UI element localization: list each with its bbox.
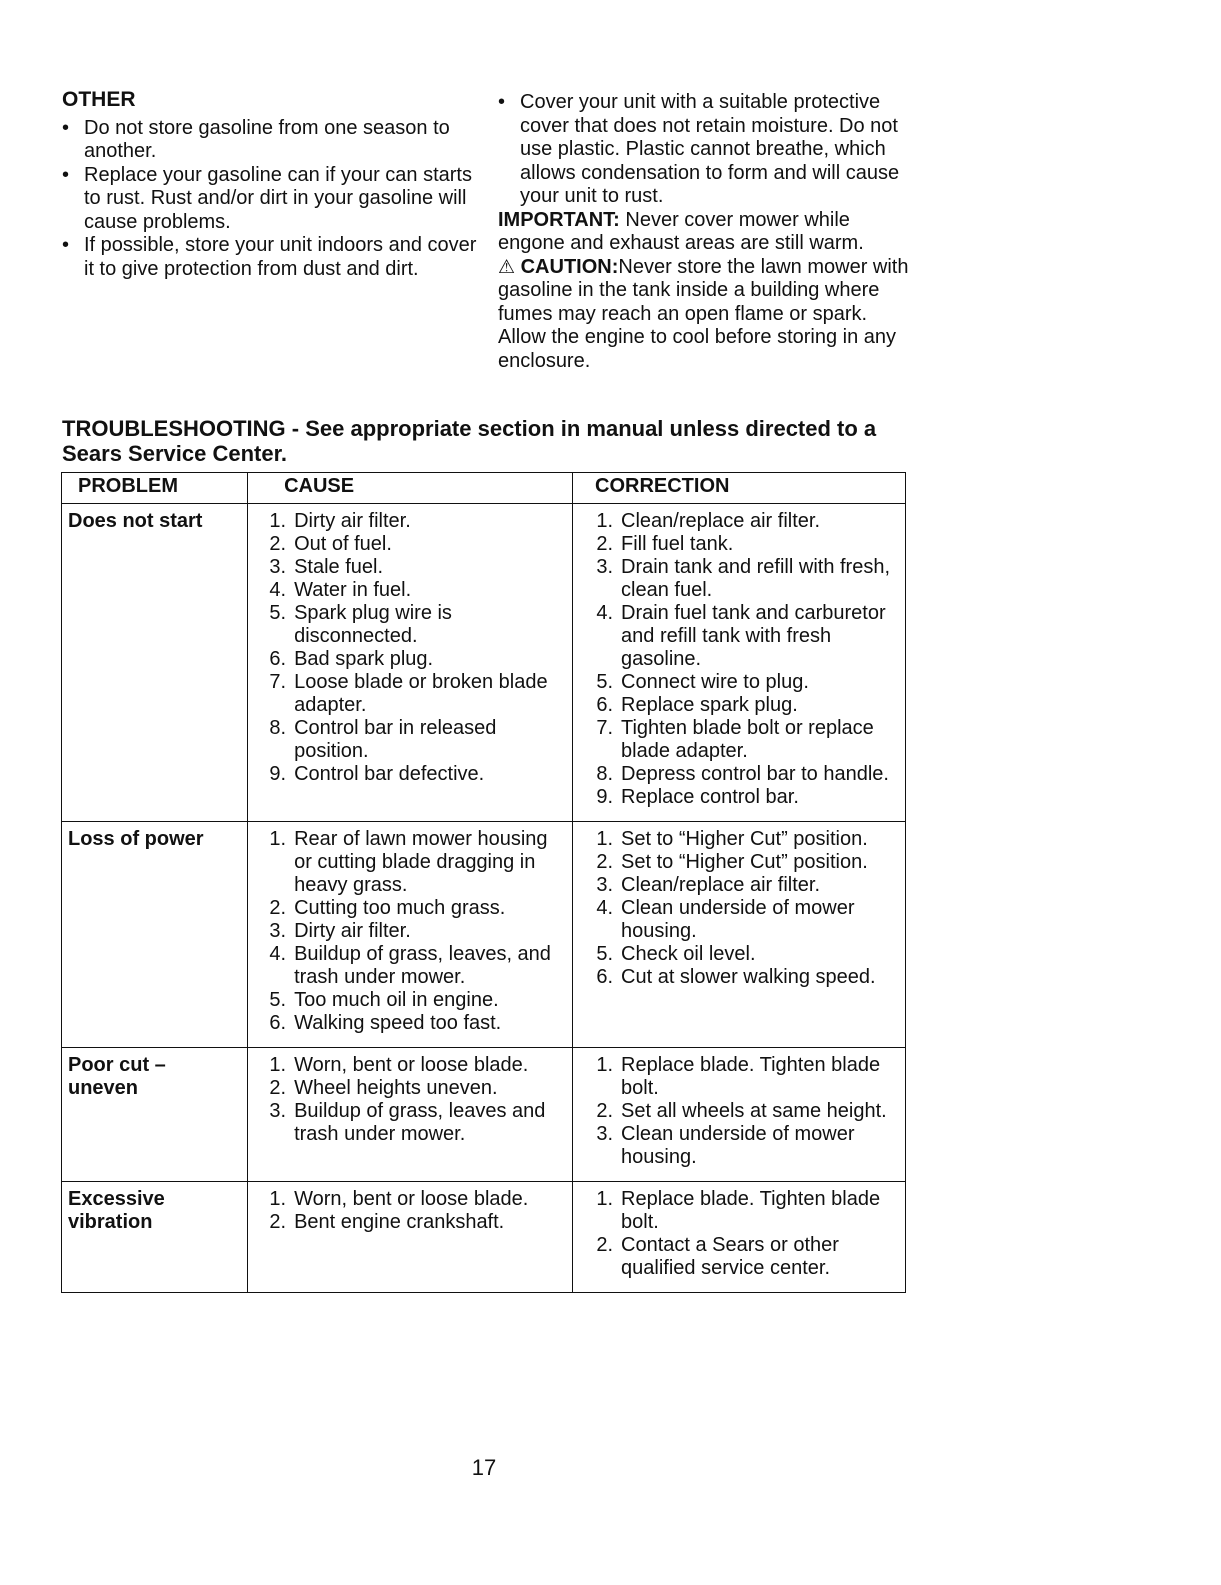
- correction-item: [587, 1100, 899, 1123]
- correction-item: [587, 510, 899, 533]
- item-text: Depress control bar to handle.: [621, 763, 889, 785]
- cause-item: [260, 920, 566, 943]
- item-text: Replace blade. Tighten blade bolt.: [621, 1188, 881, 1233]
- item-number: 1.: [269, 510, 287, 532]
- cause-item: [260, 1012, 566, 1035]
- other-bullet-text: Do not store gasoline from one season to another.: [84, 116, 450, 162]
- item-text: Connect wire to plug.: [621, 671, 809, 693]
- important-note: [498, 209, 918, 256]
- item-number: 9.: [269, 763, 287, 785]
- correction-item: [587, 763, 899, 786]
- cause-item: [260, 579, 566, 602]
- correction-cell: [573, 822, 906, 1048]
- cause-cell: [248, 1182, 573, 1293]
- item-text: Cutting too much grass.: [294, 897, 506, 919]
- correction-item: [587, 897, 899, 943]
- cause-item: [260, 828, 566, 897]
- item-number: 7.: [269, 671, 287, 693]
- column-header-problem: PROBLEM: [62, 473, 248, 504]
- cause-item: [260, 717, 566, 763]
- problem-cell: Excessive vibration: [62, 1182, 248, 1293]
- correction-item: [587, 533, 899, 556]
- caution-label: CAUTION:: [520, 255, 619, 278]
- other-section: [62, 88, 482, 281]
- cause-item: [260, 510, 566, 533]
- item-number: 1.: [596, 828, 614, 850]
- troubleshooting-table-body: [62, 504, 906, 1293]
- correction-item: [587, 828, 899, 851]
- table-row: [62, 1048, 906, 1182]
- item-text: Replace control bar.: [621, 786, 799, 808]
- item-number: 3.: [596, 556, 614, 578]
- item-text: Set to “Higher Cut” position.: [621, 851, 868, 873]
- item-text: Bad spark plug.: [294, 648, 434, 670]
- item-number: 2.: [269, 533, 287, 555]
- cause-item: [260, 1211, 566, 1234]
- correction-item: [587, 1054, 899, 1100]
- table-header-row: [62, 473, 906, 504]
- cause-item: [260, 943, 566, 989]
- cause-item: [260, 648, 566, 671]
- caution-text: Never store the lawn mower with gasoline in the tank inside a building where fumes may reach an open flame or spark. Allow the engine to cool before storing in any enclosure.: [498, 255, 909, 372]
- cause-item: [260, 989, 566, 1012]
- item-number: 4.: [269, 943, 287, 965]
- item-text: Worn, bent or loose blade.: [294, 1188, 529, 1210]
- item-number: 3.: [269, 556, 287, 578]
- correction-item: [587, 851, 899, 874]
- correction-item: [587, 874, 899, 897]
- item-number: 2.: [269, 897, 287, 919]
- cause-item: [260, 1100, 566, 1146]
- item-number: 2.: [596, 533, 614, 555]
- correction-item: [587, 602, 899, 671]
- item-text: Control bar in released position.: [294, 717, 497, 762]
- cause-cell: [248, 504, 573, 822]
- item-number: 5.: [596, 943, 614, 965]
- other-bullet: [62, 117, 482, 164]
- item-number: 1.: [269, 1188, 287, 1210]
- item-number: 1.: [596, 510, 614, 532]
- item-number: 1.: [596, 1188, 614, 1210]
- item-text: Walking speed too fast.: [294, 1012, 502, 1034]
- correction-item: [587, 694, 899, 717]
- item-text: Water in fuel.: [294, 579, 412, 601]
- page-number: 17: [471, 1455, 497, 1480]
- important-label: IMPORTANT:: [498, 208, 620, 231]
- item-text: Fill fuel tank.: [621, 533, 734, 555]
- item-text: Out of fuel.: [294, 533, 392, 555]
- cause-cell: [248, 1048, 573, 1182]
- table-row: [62, 822, 906, 1048]
- item-number: 8.: [596, 763, 614, 785]
- item-text: Dirty air filter.: [294, 920, 411, 942]
- warning-triangle-icon: ⚠: [498, 256, 516, 278]
- item-number: 1.: [269, 828, 287, 850]
- item-number: 6.: [269, 648, 287, 670]
- storage-notes: [498, 91, 918, 373]
- other-bullet-list: [62, 117, 482, 282]
- item-text: Check oil level.: [621, 943, 756, 965]
- bullet-icon: •: [62, 234, 70, 256]
- correction-item: [587, 943, 899, 966]
- correction-item: [587, 717, 899, 763]
- item-text: Contact a Sears or other qualified service center.: [621, 1234, 839, 1279]
- item-text: Bent engine crankshaft.: [294, 1211, 505, 1233]
- correction-item: [587, 786, 899, 809]
- troubleshooting-table: [61, 472, 906, 1293]
- cover-bullet-text: Cover your unit with a suitable protective cover that does not retain moisture. Do not use plastic. Plastic cannot breathe, which allows condensation to form and will cause your unit to rust.: [520, 91, 900, 207]
- item-number: 4.: [596, 897, 614, 919]
- item-number: 5.: [269, 602, 287, 624]
- cause-item: [260, 1077, 566, 1100]
- item-number: 1.: [269, 1054, 287, 1076]
- item-number: 6.: [596, 694, 614, 716]
- item-text: Worn, bent or loose blade.: [294, 1054, 529, 1076]
- item-text: Set to “Higher Cut” position.: [621, 828, 868, 850]
- item-number: 7.: [596, 717, 614, 739]
- item-text: Too much oil in engine.: [294, 989, 499, 1011]
- column-header-cause: CAUSE: [248, 473, 573, 504]
- item-number: 5.: [596, 671, 614, 693]
- cause-cell: [248, 822, 573, 1048]
- bullet-icon: •: [62, 163, 70, 186]
- item-text: Tighten blade bolt or replace blade adapter.: [621, 717, 874, 762]
- item-text: Drain fuel tank and carburetor and refill tank with fresh gasoline.: [621, 602, 886, 670]
- correction-item: [587, 556, 899, 602]
- cause-item: [260, 556, 566, 579]
- item-number: 6.: [596, 966, 614, 988]
- cause-item: [260, 533, 566, 556]
- item-number: 8.: [269, 717, 287, 739]
- cover-bullet: [498, 91, 918, 209]
- other-bullet: [62, 234, 482, 281]
- item-text: Dirty air filter.: [294, 510, 411, 532]
- correction-item: [587, 1123, 899, 1169]
- correction-item: [587, 1188, 899, 1234]
- cause-item: [260, 897, 566, 920]
- item-number: 3.: [596, 1123, 614, 1145]
- correction-cell: [573, 1048, 906, 1182]
- correction-cell: [573, 1182, 906, 1293]
- item-text: Replace blade. Tighten blade bolt.: [621, 1054, 881, 1099]
- correction-item: [587, 671, 899, 694]
- item-number: 4.: [596, 602, 614, 624]
- item-number: 5.: [269, 989, 287, 1011]
- other-bullet: [62, 164, 482, 235]
- item-text: Rear of lawn mower housing or cutting blade dragging in heavy grass.: [294, 828, 548, 896]
- other-title: OTHER: [62, 88, 136, 111]
- item-number: 2.: [596, 851, 614, 873]
- other-bullet-text: Replace your gasoline can if your can starts to rust. Rust and/or dirt in your gasoline will cause problems.: [84, 163, 472, 233]
- item-text: Buildup of grass, leaves and trash under mower.: [294, 1100, 546, 1145]
- correction-item: [587, 966, 899, 989]
- item-number: 6.: [269, 1012, 287, 1034]
- table-row: [62, 504, 906, 822]
- item-text: Set all wheels at same height.: [621, 1100, 887, 1122]
- item-number: 2.: [269, 1211, 287, 1233]
- item-text: Loose blade or broken blade adapter.: [294, 671, 548, 716]
- item-number: 3.: [596, 874, 614, 896]
- item-text: Clean underside of mower housing.: [621, 897, 855, 942]
- item-number: 9.: [596, 786, 614, 808]
- cause-item: [260, 1188, 566, 1211]
- bullet-icon: •: [62, 116, 70, 139]
- cause-item: [260, 671, 566, 717]
- item-number: 1.: [596, 1054, 614, 1076]
- other-bullet-text: If possible, store your unit indoors and cover it to give protection from dust and dirt.: [84, 234, 477, 280]
- item-text: Buildup of grass, leaves, and trash under mower.: [294, 943, 551, 988]
- item-number: 3.: [269, 920, 287, 942]
- item-number: 2.: [596, 1234, 614, 1256]
- problem-cell: Does not start: [62, 504, 248, 822]
- item-number: 2.: [596, 1100, 614, 1122]
- item-text: Replace spark plug.: [621, 694, 798, 716]
- item-number: 3.: [269, 1100, 287, 1122]
- item-text: Spark plug wire is disconnected.: [294, 602, 452, 647]
- item-text: Control bar defective.: [294, 763, 485, 785]
- item-text: Drain tank and refill with fresh, clean fuel.: [621, 556, 891, 601]
- item-text: Cut at slower walking speed.: [621, 966, 876, 988]
- correction-cell: [573, 504, 906, 822]
- troubleshooting-heading: TROUBLESHOOTING - See appropriate section in manual unless directed to a Sears Service Center.: [62, 416, 877, 466]
- item-text: Clean/replace air filter.: [621, 510, 820, 532]
- cause-item: [260, 763, 566, 786]
- item-number: 4.: [269, 579, 287, 601]
- problem-cell: Poor cut – uneven: [62, 1048, 248, 1182]
- item-text: Stale fuel.: [294, 556, 384, 578]
- correction-item: [587, 1234, 899, 1280]
- cause-item: [260, 602, 566, 648]
- item-text: Clean/replace air filter.: [621, 874, 820, 896]
- table-row: [62, 1182, 906, 1293]
- item-text: Clean underside of mower housing.: [621, 1123, 855, 1168]
- cause-item: [260, 1054, 566, 1077]
- problem-cell: Loss of power: [62, 822, 248, 1048]
- item-text: Wheel heights uneven.: [294, 1077, 498, 1099]
- caution-note: [498, 256, 918, 374]
- important-text: Never cover mower while engone and exhaust areas are still warm.: [498, 208, 864, 254]
- item-number: 2.: [269, 1077, 287, 1099]
- column-header-correction: CORRECTION: [573, 473, 906, 504]
- bullet-icon: •: [498, 91, 506, 113]
